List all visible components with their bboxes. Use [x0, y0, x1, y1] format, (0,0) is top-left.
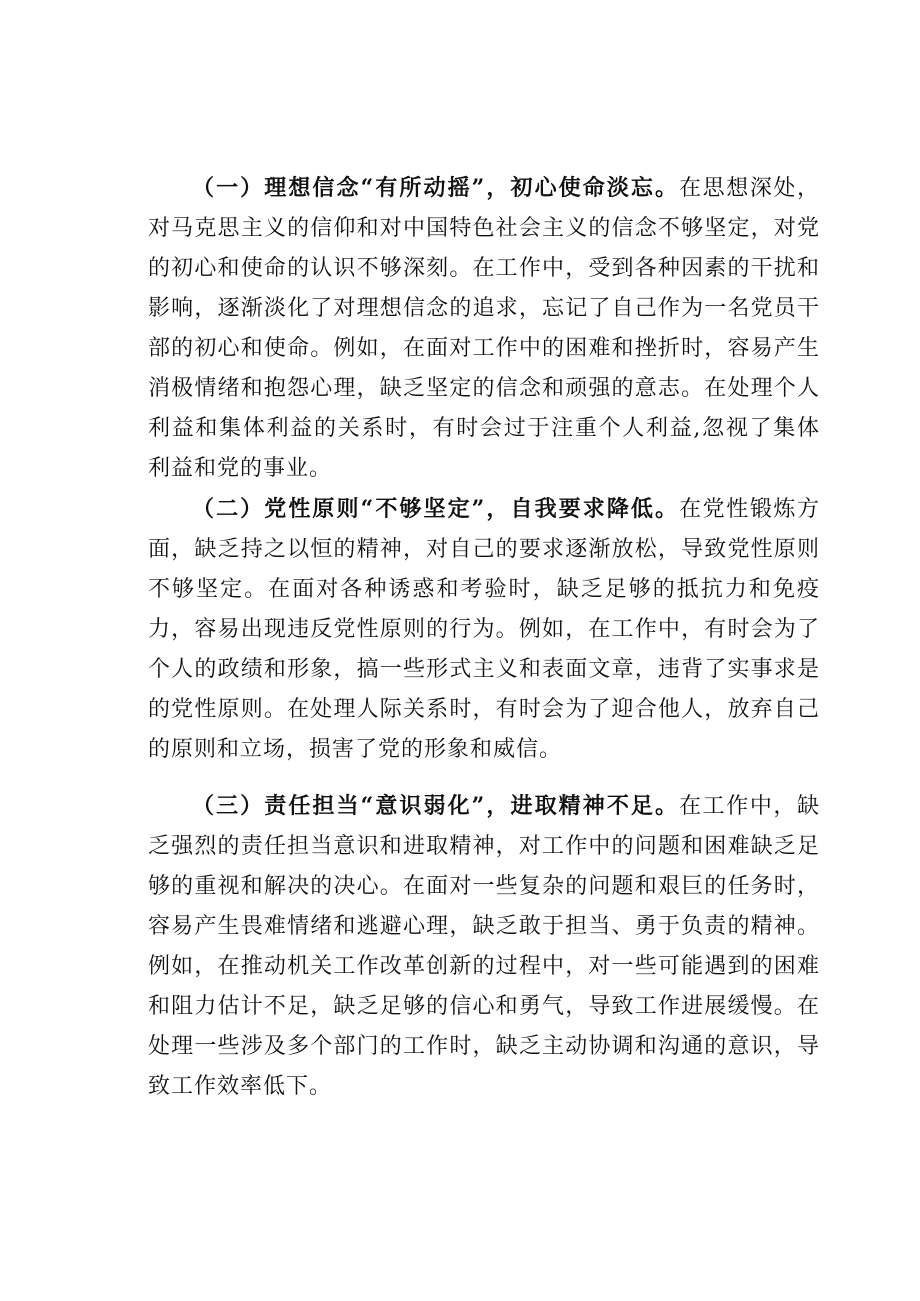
paragraph-3 — [148, 786, 820, 1107]
paragraph-2-text: 在党性锻炼方面，缺乏持之以恒的精神，对自己的要求逐渐放松，导致党性原则不够坚定。在面对各种诱惑和考验时，缺乏足够的抵抗力和免疫力，容易出现违反党性原则的行为。例如，在工作中，有时会为了个人的政绩和形象，搞一些形式主义和表面文章，违背了实事求是的党性原则。在处理人际关系时，有时会为了迎合他人，放弃自己的原则和立场，损害了党的形象和威信。 — [148, 497, 820, 762]
paragraph-1-heading: （一）理想信念“有所动摇”，初心使命淡忘。 — [192, 175, 680, 201]
paragraph-2 — [148, 489, 820, 770]
paragraph-1-text: 在思想深处，对马克思主义的信仰和对中国特色社会主义的信念不够坚定，对党的初心和使命的认识不够深刻。在工作中，受到各种因素的干扰和影响，逐渐淡化了对理想信念的追求，忘记了自己作为一名党员干部的初心和使命。例如，在面对工作中的困难和挫折时，容易产生消极情绪和抱怨心理，缺乏坚定的信念和顽强的意志。在处理个人利益和集体利益的关系时，有时会过于注重个人利益,忽视了集体利益和党的事业。 — [148, 176, 820, 481]
paragraph-3-heading: （三）责任担当“意识弱化”，进取精神不足。 — [192, 793, 680, 819]
paragraph-3-text: 在工作中，缺乏强烈的责任担当意识和进取精神，对工作中的问题和困难缺乏足够的重视和解决的决心。在面对一些复杂的问题和艰巨的任务时，容易产生畏难情绪和逃避心理，缺乏敢于担当、勇于负责的精神。例如，在推动机关工作改革创新的过程中，对一些可能遇到的困难和阻力估计不足，缺乏足够的信心和勇气，导致工作进展缓慢。在处理一些涉及多个部门的工作时，缺乏主动协调和沟通的意识，导致工作效率低下。 — [148, 794, 820, 1099]
document-body — [148, 168, 820, 1107]
paragraph-1 — [148, 168, 820, 489]
paragraph-2-heading: （二）党性原则“不够坚定”，自我要求降低。 — [192, 496, 680, 522]
